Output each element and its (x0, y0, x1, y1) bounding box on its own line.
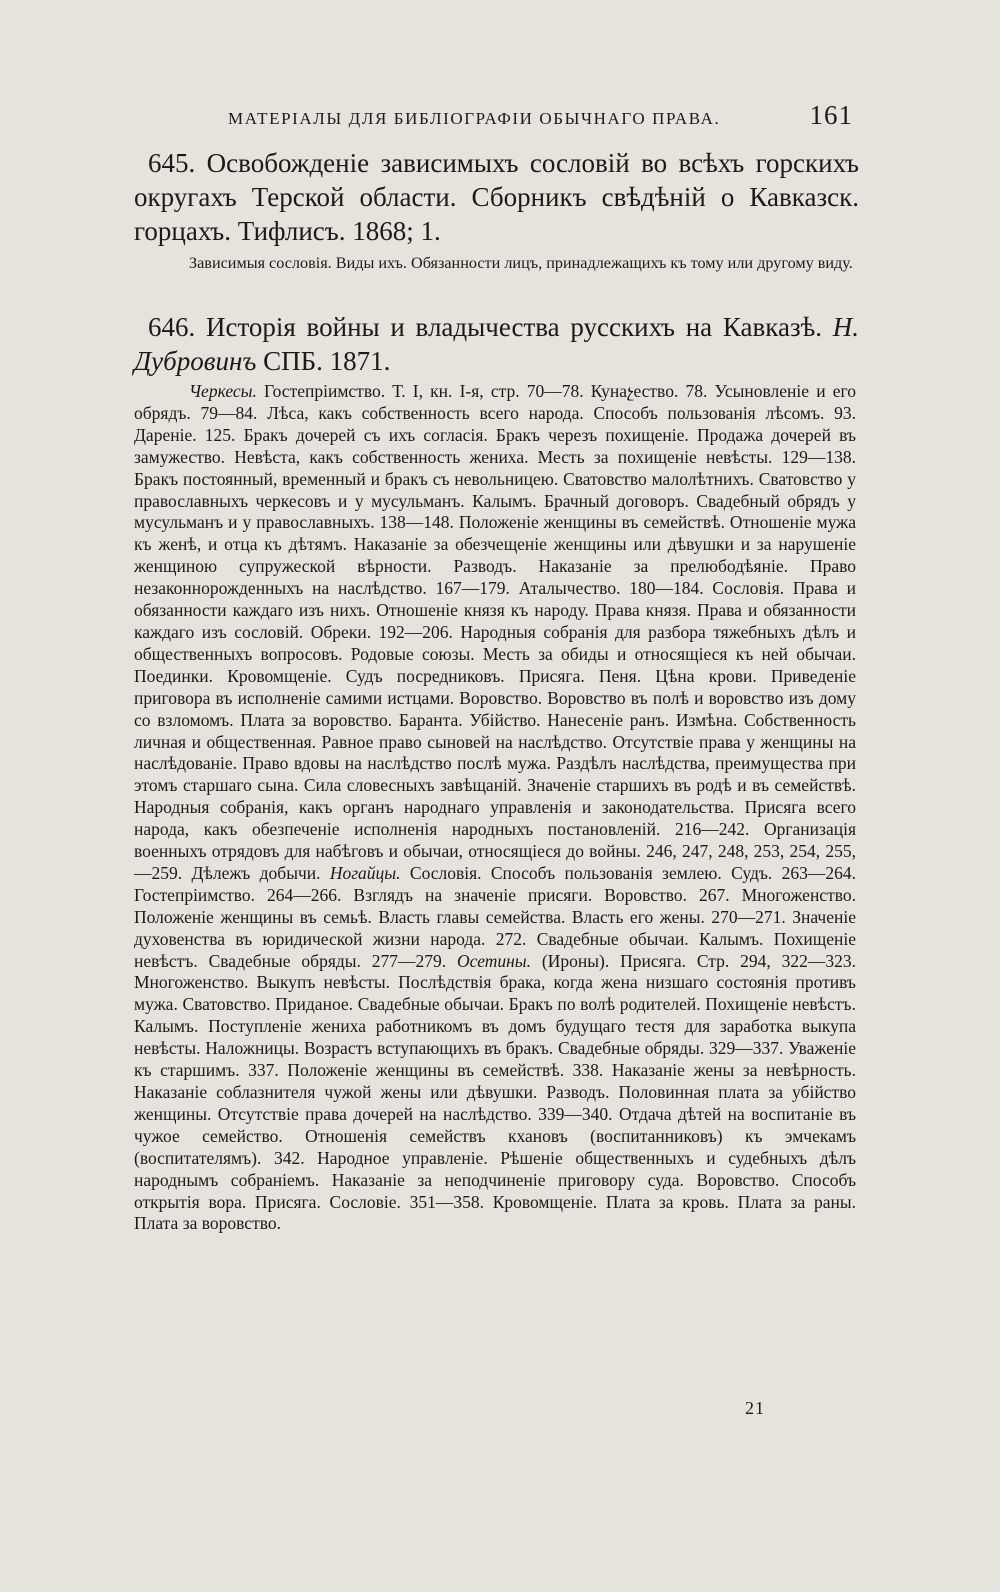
annotation-text: Зависимыя сословія. Виды ихъ. Обязанности лицъ, принадлежащихъ къ тому или другому виду. (189, 254, 853, 272)
annotation-text: (Ироны). Присяга. Стр. 294, 322—323. Многоженство. Выкупъ невѣсты. Послѣдствія брака, когда жена низшаго состоянія противъ мужа. Сватовство. Приданое. Свадебные обычаи. Бракъ по волѣ родителей. Похищеніе невѣстъ. Калымъ. Поступленіе жениха работникомъ въ домъ будущаго тестя для заработка выкупа невѣсты. Наложницы. Возрастъ вступающихъ въ бракъ. Свадебные обряды. 329—337. Уваженіе къ старшимъ. 337. Положеніе женщины въ семействѣ. 338. Наказаніе жены за невѣрность. Наказаніе соблазнителя чужой жены или дѣвушки. Разводъ. Половинная плата за убійство женщины. Отсутствіе права дочерей на наслѣдство. 339—340. Отдача дѣтей на воспитаніе въ чужое семейство. Отношенія семействъ кхановъ (воспитанниковъ) къ эмчекамъ (воспитателямъ). 342. Народное управленіе. Рѣшеніе общественныхъ и судебныхъ дѣлъ народнымъ собраніемъ. Наказаніе за неподчиненіе приговору суда. Воровство. Способъ открытія вора. Присяга. Сословіе. 351—358. Кровомщеніе. Плата за кровь. Плата за раны. Плата за воровство. (134, 950, 857, 1234)
entry-646-annotation (134, 381, 856, 1235)
annotation-section-heading: Осетины. (457, 950, 532, 971)
entry-number: 645. (148, 148, 196, 178)
annotation-section-heading: Ногайцы. (329, 862, 401, 883)
annotation-text: Гостепріимство. Т. I, кн. I-я, стр. 70—78. Кунаչество. 78. Усыновленіе и его обрядъ. 79—84. Лѣса, какъ собственность всего народа. Способъ пользованія лѣсомъ. 93. Дареніе. 125. Бракъ дочерей съ ихъ согласія. Бракъ черезъ похищеніе. Продажа дочерей въ замужество. Невѣста, какъ собственность жениха. Месть за похищеніе невѣсты. 129—138. Бракъ постоянный, временный и бракъ съ невольницею. Сватовство малолѣтнихъ. Сватовство у православныхъ черкесовъ и у мусульманъ. Калымъ. Брачный договоръ. Свадебный обрядъ у мусульманъ и у православныхъ. 138—148. Положеніе женщины въ семействѣ. Отношеніе мужа къ женѣ, и отца къ дѣтямъ. Наказаніе за обезчещеніе женщины или дѣвушки и за нарушеніе женщиною супружеской вѣрности. Разводъ. Наказаніе за прелюбодѣяніе. Право незаконнорожденныхъ на наслѣдство. 167—179. Аталычество. 180—184. Сословія. Права и обязанности каждаго изъ нихъ. Отношеніе князя къ народу. Права князя. Права и обязанности каждаго изъ сословій. Обреки. 192—206. Народныя собранія для разбора тяжебныхъ дѣлъ и общественныхъ вопросовъ. Родовые союзы. Месть за обиды и относящіеся къ ней обычаи. Поединки. Кровомщеніе. Судъ посредниковъ. Присяга. Пеня. Цѣна крови. Приведеніе приговора въ исполненіе самими истцами. Воровство. Воровство въ полѣ и воровство изъ дому со взломомъ. Плата за воровство. Баранта. Убійство. Нанесеніе ранъ. Измѣна. Собственность личная и общественная. Равное право сыновей на наслѣдство. Отсутствіе права у женщины на наслѣдованіе. Право вдовы на наслѣдство послѣ мужа. Раздѣлъ наслѣдства, преимущества при этомъ старшаго сына. Сила словесныхъ завѣщаній. Значеніе старшихъ въ родѣ и въ семействѣ. Народныя собранія, какъ органъ народнаго управленія и законодательства. Присяга всего народа, какъ обезпеченіе исполненія народныхъ постановленій. 216—242. Организація военныхъ отрядовъ для набѣговъ и обычаи, относящіеся до войны. 246, 247, 248, 253, 254, 255,—259. Дѣлежъ добычи. (134, 381, 856, 883)
entry-646-title (134, 310, 859, 378)
annotation-text: Сословія. Способъ пользованія землею. Судъ. 263—264. Гостепріимство. 264—266. Взглядъ на значеніе присяги. Воровство. 267. Многоженство. Положеніе женщины въ семьѣ. Власть главы семейства. Власть его жены. 270—271. Значеніе духовенства въ юридической жизни народа. 272. Свадебные обычаи. Калымъ. Похищеніе невѣстъ. Свадебные обряды. 277—279. (134, 862, 856, 971)
entry-645-title (134, 146, 859, 248)
entry-author: Н. Дубровинъ (134, 312, 860, 376)
page-number: 161 (809, 100, 853, 130)
entry-645-annotation (134, 254, 856, 273)
running-header (228, 100, 853, 134)
entry-title-text: Исторія войны и владычества русскихъ на Кавказѣ. (205, 312, 823, 342)
entry-title-text: Освобожденіе зависимыхъ сословій во всѣхъ горскихъ округахъ Терской области. Сборникъ свѣдѣній о Кавказск. горцахъ. Тифлисъ. 1868; 1. (134, 148, 860, 246)
running-title: МАТЕРІАЛЫ ДЛЯ БИБЛІОГРАФІИ ОБЫЧНАГО ПРАВА. (228, 109, 721, 128)
annotation-section-heading: Черкесы. (189, 381, 257, 401)
entry-place-year: СПБ. 1871. (263, 346, 391, 376)
entry-number: 646. (148, 312, 196, 342)
signature-mark: 21 (745, 1398, 765, 1418)
